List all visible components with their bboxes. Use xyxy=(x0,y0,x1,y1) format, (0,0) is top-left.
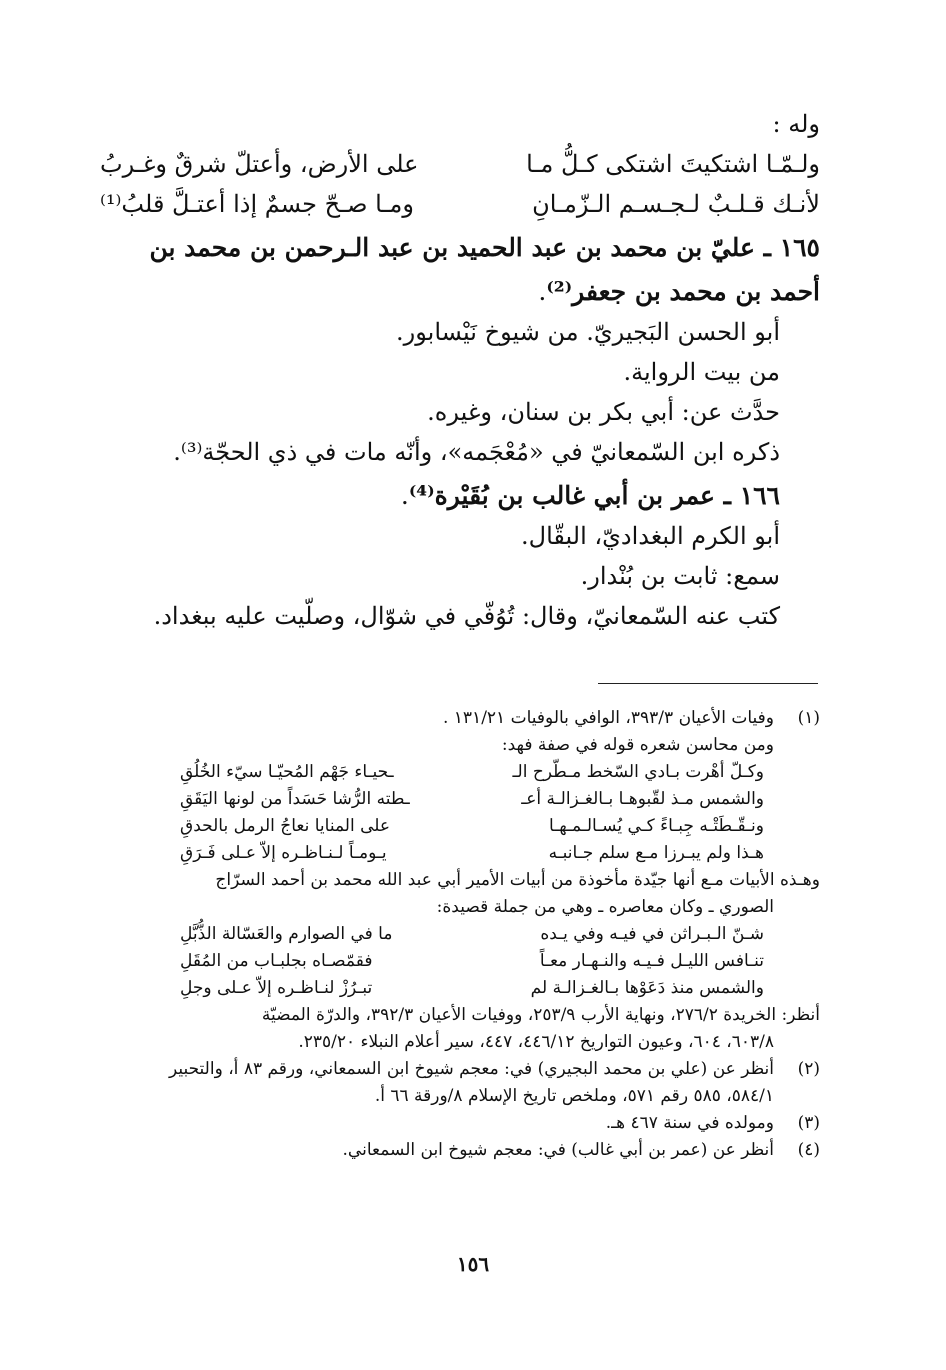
footnote-line: وهـذه الأبيات مـع أنها جيّدة مأخوذة من أبيات الأمير أبي عبد الله محمد بن أحمد السرّاج xyxy=(215,870,820,890)
verse-second-half: فقمّصـاه بجلبـاب من المُقَلِ xyxy=(180,951,373,971)
entry-165-line-4: ذكره ابن السّمعانيّ في «مُعْجَمه»، وأنّه مات في ذي الحجّة⁽³⁾. xyxy=(173,438,780,466)
footnotes xyxy=(100,705,820,1164)
footnote-number: (٤) xyxy=(797,1140,820,1160)
footnote-line: أنظر عن (علي بن محمد البجيري) في: معجم شيوخ ابن السمعاني، ورقم ٨٣ أ، والتحبير xyxy=(168,1059,774,1079)
footnote-verse xyxy=(100,948,774,975)
entry-165-line-2: من بيت الرواية. xyxy=(623,358,780,386)
verse-first-half: والشمس منذ دَعَوْها بـالغـزالـة لم xyxy=(530,978,764,998)
entry-165-heading-text: أحمد بن محمد بن جعفر⁽²⁾ xyxy=(546,277,820,306)
main-text xyxy=(100,104,820,636)
footnote-body xyxy=(100,705,820,1056)
footnote-line: وفيات الأعيان ٣٩٣/٣، الوافي بالوفيات ١٣١/٢١ . xyxy=(442,708,774,728)
verse-second-half: ـطته الرُّشا حَسَداً من لونها اليَقَقِ xyxy=(180,789,410,809)
verse-first-half: لأنـك قـلـبٌ لـجـسـم الـزّمـانِ xyxy=(532,190,820,218)
verse-first-half: هـذا ولم يبـرزا مـع سلم جـانبـه xyxy=(548,843,764,863)
footnote-line: أنظر: الخريدة ٢٧٦/٢، ونهاية الأرب ٢٥٣/٩، ووفيات الأعيان ٣٩٢/٣، والدرّة المضيّة xyxy=(261,1005,820,1025)
verse-second-half: ما في الصوارم والعَسّالة الذُّبَّلِ xyxy=(180,924,393,944)
footnote-number: (٢) xyxy=(797,1059,820,1079)
footnote-body xyxy=(100,1056,774,1110)
verse-first-half: وكـلّ أهْرت بـادي السّخط مـطّرح الـ xyxy=(512,762,764,782)
entry-165-heading: ١٦٥ ـ عليّ بن محمد بن عبد الحميد بن عبد الـرحمن بن محمد بن xyxy=(149,233,820,262)
footnote-3 xyxy=(100,1110,820,1137)
verse-second-half: ـحيـاء جَهْم المُحيّـا سيّء الخُلُقِ xyxy=(180,762,394,782)
footnote-line: ٥٨٤/١، ٥٨٥ رقم ٥٧١، وملخص تاريخ الإسلام ٨/ورقة ٦٦ أ. xyxy=(374,1086,774,1106)
footnote-verse xyxy=(100,840,774,867)
page-number: ١٥٦ xyxy=(456,1252,490,1276)
entry-166-line-2: سمع: ثابت بن بُنْدار. xyxy=(580,562,780,590)
entry-166-heading-end: . xyxy=(400,481,409,510)
verse-first-half: ولـمّـا اشتكيتَ اشتكى كـلُّ مـا xyxy=(526,150,820,178)
footnote-verse xyxy=(100,759,774,786)
footnote-line: الصوري ـ وكان معاصره ـ وهي من جملة قصيدة: xyxy=(436,897,774,917)
verse-first-half: ونـقّـطَتْـه جِبـاءً كـي يُسـالـمـهـا xyxy=(549,816,764,836)
footnote-verse xyxy=(100,786,774,813)
footnote-4 xyxy=(100,1137,820,1164)
entry-165-line-3: حدَّث عن: أبي بكر بن سنان، وغيره. xyxy=(427,398,780,426)
verse-second-half: تبـرُزْ لنـاظـره إلاّ عـلى وجلِ xyxy=(180,978,373,998)
footnote-1 xyxy=(100,705,820,1056)
verse-first-half: شـنّ الـبـراثن في فيـه وفي يـده xyxy=(540,924,764,944)
footnote-line: ومن محاسن شعره قوله في صفة فهد: xyxy=(501,735,774,755)
entry-166-line-1: أبو الكرم البغداديّ، البقّال. xyxy=(521,522,780,550)
entry-165-heading-end: . xyxy=(538,277,547,306)
footnote-body xyxy=(100,1137,774,1164)
entry-166-line-3: كتب عنه السّمعانيّ، وقال: تُوُفّي في شوّال، وصلّيت عليه ببغداد. xyxy=(153,602,780,630)
footnote-separator xyxy=(598,683,818,684)
footnote-body xyxy=(100,1110,774,1137)
footnote-verse xyxy=(100,813,774,840)
entry-166-heading xyxy=(100,476,820,516)
verse-first-half: تنـافس الليـل فـيـه والنـهـار معـاً xyxy=(539,951,764,971)
footnote-number: (٣) xyxy=(797,1113,820,1133)
verse-second-half: يـومـاً لـنـاظـره إلاّ عـلى فَـرَقِ xyxy=(180,843,387,863)
poem-verse-1 xyxy=(100,144,820,184)
poem-verse-2 xyxy=(100,184,820,224)
footnote-line: أنظر عن (عمر بن أبي غالب) في: معجم شيوخ ابن السمعاني. xyxy=(342,1140,774,1160)
footnote-line: ٦٠٣/٨، ٦٠٤، وعيون التواريخ ٤٤٦/١٢، ٤٤٧، سير أعلام النبلاء ٢٣٥/٢٠. xyxy=(298,1032,774,1052)
entry-165-line-1: أبو الحسن البَجيريّ. من شيوخ نَيْسابور. xyxy=(396,318,780,346)
footnote-verse xyxy=(100,975,774,1002)
verse-first-half: والشمس مـذ لقّبوهـا بـالغـزالـة أعـ xyxy=(521,789,764,809)
entry-165-heading-cont xyxy=(100,272,820,312)
verse-second-half: ومـا صـحّ جسمٌ إذا أعتـلَّ قلبُ⁽¹⁾ xyxy=(100,190,414,218)
verse-second-half: على الأرض، وأعتلّ شرقٌ وغـربُ xyxy=(100,150,419,178)
verse-second-half: على المنايا نعاجُ الرمل بالحدقِ xyxy=(180,816,391,836)
poem-intro: وله : xyxy=(772,110,820,138)
footnote-number: (١) xyxy=(797,708,820,728)
footnote-verse xyxy=(100,921,774,948)
footnote-2 xyxy=(100,1056,820,1110)
entry-166-heading-text: ١٦٦ ـ عمر بن أبي غالب بن بُقَيْرة⁽⁴⁾ xyxy=(408,481,780,510)
footnote-line: ومولده في سنة ٤٦٧ هـ. xyxy=(605,1113,774,1133)
